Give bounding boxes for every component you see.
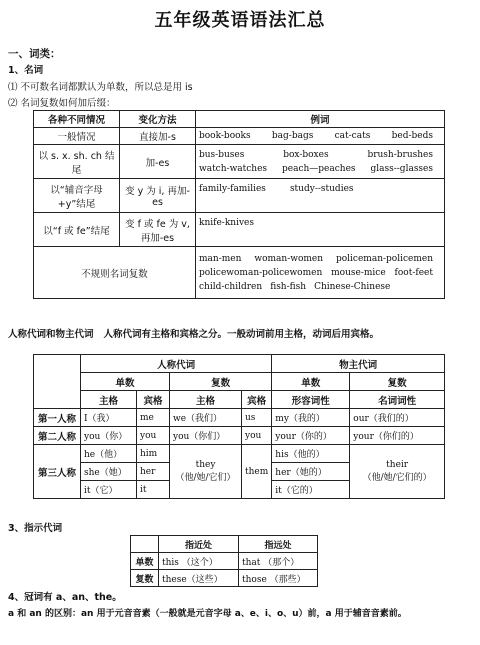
example-word: cat-cats <box>334 131 371 141</box>
header-far: 指远处 <box>239 536 318 553</box>
header-singular: 单数 <box>81 373 170 391</box>
cell-they <box>170 445 242 499</box>
cell: we（我们） <box>170 409 242 427</box>
rule-plural-suffix: ⑵ 名词复数如何加后缀： <box>8 98 116 109</box>
pronoun-intro-title: 人称代词和物主代词 <box>8 329 94 340</box>
cell: I（我） <box>81 409 137 427</box>
examples-cell <box>196 247 445 299</box>
cell: those （那些） <box>239 570 318 587</box>
articles-rule: a 和 an 的区别：an 用于元音音素（一般就是元音字母 a、e、i、o、u）前，a 用于辅音音素前。 <box>8 609 407 619</box>
table-row <box>34 179 445 213</box>
example-word: man-men <box>199 253 242 264</box>
example-word: brush-brushes <box>367 149 433 160</box>
header-subject: 主格 <box>170 391 242 409</box>
pronoun-intro-text: 人称代词有主格和宾格之分。一般动词前用主格，动词后用宾格。 <box>103 329 379 340</box>
example-word: bed-beds <box>391 131 433 141</box>
cell: your（你们的） <box>350 427 445 445</box>
page-title: 五年级英语语法汇总 <box>154 10 326 31</box>
header-near: 指近处 <box>159 536 239 553</box>
corner-cell <box>34 355 81 409</box>
table-row <box>34 213 445 247</box>
header-possessive: 物主代词 <box>272 355 445 373</box>
header-plural: 复数 <box>350 373 445 391</box>
examples-cell <box>196 179 445 213</box>
method-cell: 变 f 或 fe 为 v, 再加-es <box>120 213 196 247</box>
header-subject: 主格 <box>81 391 137 409</box>
cell: these（这些） <box>159 570 239 587</box>
case-cell: 一般情况 <box>34 128 120 145</box>
pronoun-table <box>33 354 445 499</box>
cell: our（我们的） <box>350 409 445 427</box>
example-word: glass--glasses <box>370 163 433 174</box>
demonstrative-table <box>130 535 318 587</box>
example-word: bus-buses <box>199 149 245 160</box>
subheading-nouns: 1、名词 <box>8 65 44 76</box>
cell: your（你的） <box>272 427 350 445</box>
cell-their <box>350 445 445 499</box>
example-word: foot-feet <box>394 267 433 278</box>
table-row <box>131 553 318 570</box>
example-word: bag-bags <box>271 131 314 141</box>
cell: us <box>242 409 272 427</box>
cell: me <box>137 409 170 427</box>
table-row <box>34 128 445 145</box>
table-row <box>131 570 318 587</box>
cell: her（她的） <box>272 463 350 481</box>
table-row <box>34 427 445 445</box>
section-heading-word-classes: 一、词类： <box>8 48 61 60</box>
cell-text: （他/她/它们的） <box>362 473 432 483</box>
row-header-third-person: 第三人称 <box>34 445 81 499</box>
header-personal: 人称代词 <box>81 355 272 373</box>
case-cell: 不规则名词复数 <box>34 247 196 299</box>
examples-cell <box>196 145 445 179</box>
col-header-case: 各种不同情况 <box>34 111 120 128</box>
example-word: policewoman-policewomen <box>199 267 323 278</box>
case-cell: 以 s. x. sh. ch 结尾 <box>34 145 120 179</box>
example-word: box-boxes <box>283 149 329 160</box>
method-cell: 变 y 为 i, 再加-es <box>120 179 196 213</box>
header-noun: 名词词性 <box>350 391 445 409</box>
pronoun-intro <box>8 326 379 340</box>
example-word: book-books <box>199 131 251 141</box>
cell: you（你） <box>81 427 137 445</box>
cell: you <box>137 427 170 445</box>
corner-cell <box>131 536 159 553</box>
cell-text: （他/她/它们） <box>175 473 236 483</box>
cell: you（你们） <box>170 427 242 445</box>
header-singular: 单数 <box>272 373 350 391</box>
col-header-method: 变化方法 <box>120 111 196 128</box>
cell: him <box>137 445 170 463</box>
row-header-singular: 单数 <box>131 553 159 570</box>
example-word: fish-fish <box>270 281 307 292</box>
cell: it（它） <box>81 481 137 499</box>
table-row <box>34 145 445 179</box>
examples-cell <box>196 128 445 145</box>
example-word: Chinese-Chinese <box>314 281 391 292</box>
cell-text: their <box>386 460 409 470</box>
cell: it <box>137 481 170 499</box>
example-word: study--studies <box>289 184 354 194</box>
cell: my（我的） <box>272 409 350 427</box>
table-row <box>34 247 445 299</box>
example-word: knife-knives <box>199 218 254 228</box>
header-adjective: 形容词性 <box>272 391 350 409</box>
header-plural: 复数 <box>170 373 272 391</box>
cell: you <box>242 427 272 445</box>
header-object: 宾格 <box>242 391 272 409</box>
cell: his（他的） <box>272 445 350 463</box>
method-cell: 直接加-s <box>120 128 196 145</box>
row-header-plural: 复数 <box>131 570 159 587</box>
plural-rules-table <box>33 110 445 299</box>
row-header-second-person: 第二人称 <box>34 427 81 445</box>
example-word: family-families <box>199 184 266 194</box>
row-header-first-person: 第一人称 <box>34 409 81 427</box>
example-word: mouse-mice <box>331 267 386 278</box>
table-row <box>34 445 445 463</box>
example-word: policeman-policemen <box>335 253 433 264</box>
table-row <box>34 409 445 427</box>
example-word: peach—peaches <box>282 163 356 174</box>
cell: he（他） <box>81 445 137 463</box>
cell: it（它的） <box>272 481 350 499</box>
subheading-demonstratives: 3、指示代词 <box>8 523 63 534</box>
cell: this （这个） <box>159 553 239 570</box>
cell: she（她） <box>81 463 137 481</box>
rule-uncountable: ⑴ 不可数名词都默认为单数，所以总是用 is <box>8 82 193 93</box>
subheading-articles: 4、冠词有 a、an、the。 <box>8 592 122 603</box>
col-header-examples: 例词 <box>196 111 445 128</box>
example-word: woman-women <box>254 253 324 264</box>
cell-them: them <box>242 445 272 499</box>
example-word: watch-watches <box>199 163 268 174</box>
header-object: 宾格 <box>137 391 170 409</box>
case-cell: 以“辅音字母 +y”结尾 <box>34 179 120 213</box>
cell-text: they <box>195 460 216 470</box>
example-word: child-children <box>199 281 263 292</box>
case-cell: 以“f 或 fe”结尾 <box>34 213 120 247</box>
examples-cell <box>196 213 445 247</box>
method-cell: 加-es <box>120 145 196 179</box>
cell: her <box>137 463 170 481</box>
cell: that （那个） <box>239 553 318 570</box>
